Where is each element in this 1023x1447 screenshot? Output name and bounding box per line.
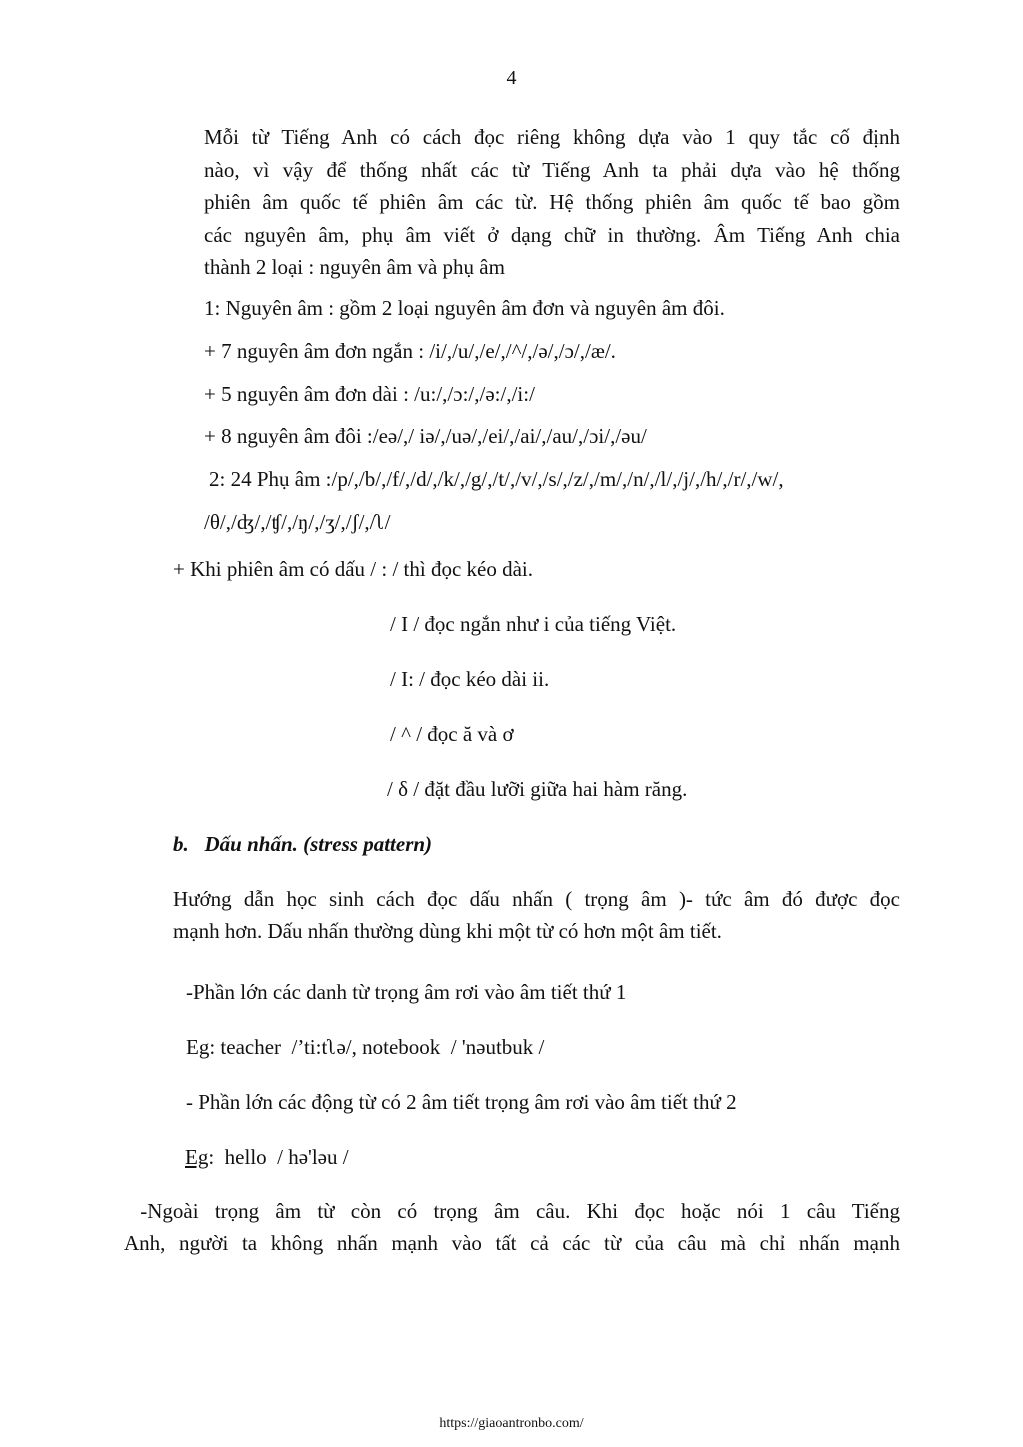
consonants-line-2: /θ/,/ʤ/,/ʧ/,/ŋ/,/ʒ/,/ʃ/,/ʅ/ <box>204 510 391 534</box>
long-mark-note: + Khi phiên âm có dấu / : / thì đọc kéo dài. <box>173 557 534 581</box>
intro-line: Mỗi từ Tiếng Anh có cách đọc riêng không dựa vào 1 quy tắc cố định <box>204 125 900 149</box>
sentence-stress-line: Anh, người ta không nhấn mạnh vào tất cả các từ của câu mà chỉ nhấn mạnh <box>124 1231 900 1255</box>
example-label: Eg <box>185 1145 209 1169</box>
example-text: : hello / hə'ləu / <box>208 1145 349 1169</box>
footer-url: https://giaoantronbo.com/ <box>439 1416 584 1431</box>
stress-intro-line: mạnh hơn. Dấu nhấn thường dùng khi một từ có hơn một âm tiết. <box>173 919 722 943</box>
vowels-heading: 1: Nguyên âm : gồm 2 loại nguyên âm đơn và nguyên âm đôi. <box>204 296 725 320</box>
page-number: 4 <box>506 67 517 89</box>
stress-example-1: Eg: teacher /’ti:tʅə/, notebook / 'nəutbuk / <box>186 1035 545 1059</box>
intro-line: phiên âm quốc tế phiên âm các từ. Hệ thống phiên âm quốc tế bao gồm <box>204 190 900 214</box>
stress-intro-paragraph <box>173 883 900 947</box>
stress-rule-2: - Phần lớn các động từ có 2 âm tiết trọng âm rơi vào âm tiết thứ 2 <box>186 1090 737 1114</box>
note-item: / I / đọc ngắn như i của tiếng Việt. <box>390 612 677 636</box>
note-item: / I: / đọc kéo dài ii. <box>390 667 550 691</box>
sentence-stress-paragraph <box>124 1195 900 1259</box>
stress-example-2 <box>185 1141 349 1173</box>
note-item: / δ / đặt đầu lưỡi giữa hai hàm răng. <box>387 777 688 801</box>
intro-line: nào, vì vậy để thống nhất các từ Tiếng Anh ta phải dựa vào hệ thống <box>204 157 900 182</box>
sentence-stress-line: -Ngoài trọng âm từ còn có trọng âm câu. Khi đọc hoặc nói 1 câu Tiếng <box>124 1199 900 1223</box>
short-vowels-line: + 7 nguyên âm đơn ngắn : /i/,/u/,/e/,/^/,/ə/,/ɔ/,/æ/. <box>204 339 616 363</box>
stress-intro-line: Hướng dẫn học sinh cách đọc dấu nhấn ( trọng âm )- tức âm đó được đọc <box>173 887 900 911</box>
intro-paragraph <box>204 121 900 284</box>
note-item: / ^ / đọc ă và ơ <box>390 722 514 746</box>
stress-rule-1: -Phần lớn các danh từ trọng âm rơi vào âm tiết thứ 1 <box>186 980 627 1004</box>
intro-line: các nguyên âm, phụ âm viết ở dạng chữ in thường. Âm Tiếng Anh chia <box>204 222 900 247</box>
consonants-line-1: 2: 24 Phụ âm :/p/,/b/,/f/,/d/,/k/,/g/,/t/,/v/,/s/,/z/,/m/,/n/,/l/,/j/,/h/,/r/,/w/, <box>209 467 784 491</box>
stress-heading: b. Dấu nhấn. (stress pattern) <box>173 832 433 856</box>
diphthongs-line: + 8 nguyên âm đôi :/eə/,/ iə/,/uə/,/ei/,/ai/,/au/,/ɔi/,/əu/ <box>204 424 647 448</box>
intro-line: thành 2 loại : nguyên âm và phụ âm <box>204 255 505 279</box>
long-vowels-line: + 5 nguyên âm đơn dài : /u:/,/ɔ:/,/ə:/,/i:/ <box>204 382 535 406</box>
